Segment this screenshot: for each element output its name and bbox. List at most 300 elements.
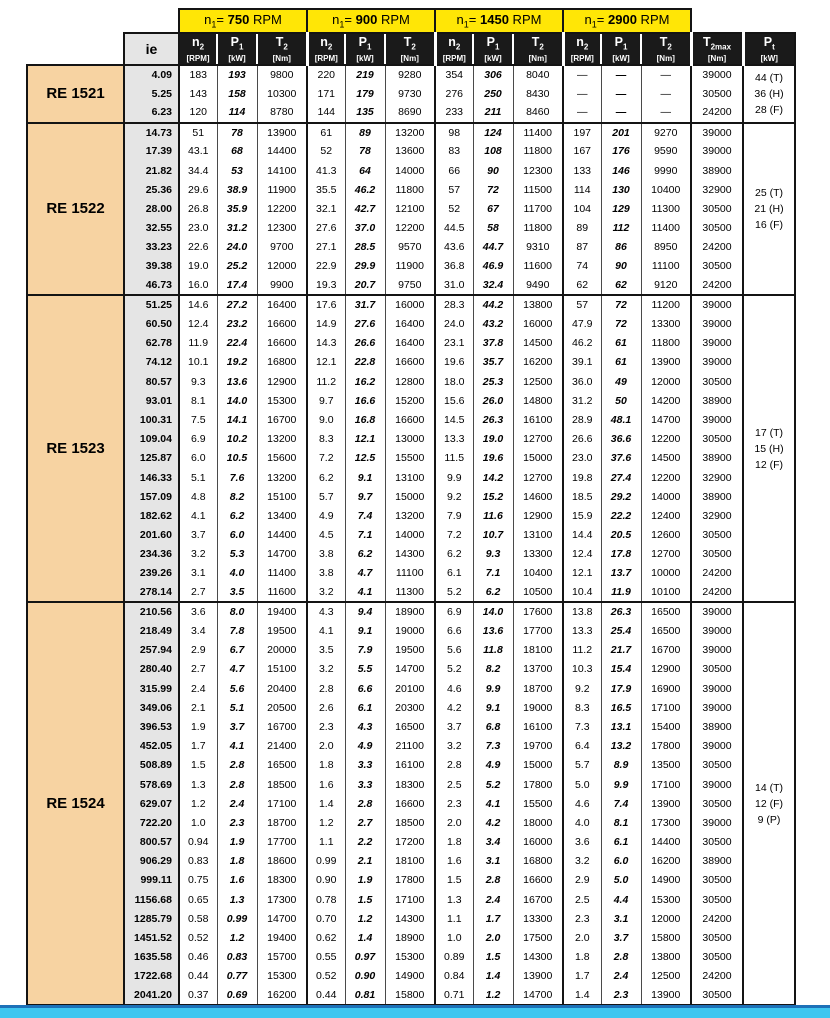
- t2-cell: 18600: [257, 852, 307, 871]
- t2-cell: 19000: [513, 698, 563, 717]
- t2max-cell: 30500: [691, 84, 743, 103]
- n2-cell: 0.52: [307, 967, 345, 986]
- p1-cell: 112: [601, 219, 641, 238]
- t2-cell: 14600: [513, 487, 563, 506]
- t2-cell: 11900: [257, 180, 307, 199]
- n2-cell: 15.9: [563, 506, 601, 525]
- p1-cell: 11.8: [473, 641, 513, 660]
- t2max-cell: 30500: [691, 219, 743, 238]
- ratio-cell: 60.50: [124, 314, 179, 333]
- t2-cell: 14500: [641, 449, 691, 468]
- p1-cell: 28.5: [345, 238, 385, 257]
- pt-line: 17 (T): [754, 426, 783, 439]
- p1-cell: 4.7: [345, 564, 385, 583]
- n2-cell: 4.6: [435, 679, 473, 698]
- p1-cell: 17.8: [601, 545, 641, 564]
- n2-cell: 0.84: [435, 967, 473, 986]
- column-unit: [kW]: [760, 54, 778, 64]
- n2-cell: 10.3: [563, 660, 601, 679]
- pt-line: 14 (T): [754, 781, 783, 794]
- n2-cell: 3.6: [563, 833, 601, 852]
- p1-cell: 27.2: [217, 295, 257, 314]
- p1-cell: 2.2: [345, 833, 385, 852]
- n2-cell: 167: [563, 142, 601, 161]
- t2-cell: 11800: [385, 180, 435, 199]
- n2-cell: 52: [307, 142, 345, 161]
- n2-cell: 4.0: [563, 813, 601, 832]
- table-row: [27, 219, 795, 238]
- p1-cell: 9.1: [345, 468, 385, 487]
- table-row: [27, 583, 795, 602]
- n2-cell: 2.1: [179, 698, 217, 717]
- t2-cell: 12700: [641, 545, 691, 564]
- p1-cell: 19.2: [217, 353, 257, 372]
- header-spacer: [27, 33, 124, 65]
- t2-cell: 13500: [641, 756, 691, 775]
- n2-cell: 98: [435, 123, 473, 142]
- t2max-cell: 39000: [691, 679, 743, 698]
- p1-cell: 4.3: [345, 717, 385, 736]
- n2-cell: 87: [563, 238, 601, 257]
- p1-cell: 4.1: [345, 583, 385, 602]
- p1-cell: 2.4: [601, 967, 641, 986]
- n2-cell: 0.46: [179, 948, 217, 967]
- table-row: [27, 967, 795, 986]
- p1-cell: 37.6: [601, 449, 641, 468]
- n2-cell: 2.5: [435, 775, 473, 794]
- n2-cell: 46.2: [563, 334, 601, 353]
- p1-cell: 135: [345, 103, 385, 122]
- column-header-p1: [473, 33, 513, 65]
- t2-cell: 16400: [385, 314, 435, 333]
- n2-cell: 5.6: [435, 641, 473, 660]
- n2-cell: 13.8: [563, 602, 601, 621]
- t2max-cell: 38900: [691, 717, 743, 736]
- table-row: [27, 621, 795, 640]
- table-row: [27, 65, 795, 84]
- p1-cell: 61: [601, 353, 641, 372]
- n2-cell: 1.8: [563, 948, 601, 967]
- p1-cell: 68: [217, 142, 257, 161]
- t2-cell: —: [641, 65, 691, 84]
- ratio-cell: 201.60: [124, 526, 179, 545]
- p1-cell: 8.9: [601, 756, 641, 775]
- t2-cell: 15000: [513, 756, 563, 775]
- p1-cell: 12.1: [345, 430, 385, 449]
- t2-cell: 9570: [385, 238, 435, 257]
- p1-cell: 23.2: [217, 314, 257, 333]
- p1-cell: 16.5: [601, 698, 641, 717]
- t2-cell: 18500: [385, 813, 435, 832]
- p1-cell: 2.8: [473, 871, 513, 890]
- p1-cell: 19.0: [473, 430, 513, 449]
- ratio-cell: 157.09: [124, 487, 179, 506]
- p1-cell: 2.3: [217, 813, 257, 832]
- table-row: [27, 794, 795, 813]
- column-symbol: $T_2$: [275, 34, 288, 52]
- p1-cell: —: [601, 103, 641, 122]
- p1-cell: 3.1: [601, 909, 641, 928]
- column-unit: [Nm]: [656, 54, 675, 64]
- t2-cell: 9750: [385, 276, 435, 295]
- n2-cell: 12.1: [307, 353, 345, 372]
- t2-cell: 16400: [385, 334, 435, 353]
- t2-cell: 16600: [257, 334, 307, 353]
- p1-cell: 4.1: [473, 794, 513, 813]
- t2-cell: 13600: [385, 142, 435, 161]
- n2-cell: 18.5: [563, 487, 601, 506]
- t2-cell: 9730: [385, 84, 435, 103]
- p1-cell: 25.2: [217, 257, 257, 276]
- p1-cell: 0.97: [345, 948, 385, 967]
- ratio-cell: 1722.68: [124, 967, 179, 986]
- p1-cell: 7.4: [601, 794, 641, 813]
- table-row: [27, 334, 795, 353]
- n2-cell: 1.8: [435, 833, 473, 852]
- ratio-cell: 74.12: [124, 353, 179, 372]
- p1-cell: 1.8: [217, 852, 257, 871]
- table-row: [27, 372, 795, 391]
- column-symbol: $n_2$: [191, 34, 205, 52]
- n2-cell: 2.3: [563, 909, 601, 928]
- p1-cell: 176: [601, 142, 641, 161]
- p1-cell: 3.1: [473, 852, 513, 871]
- t2-cell: 17800: [641, 737, 691, 756]
- p1-cell: 8.1: [601, 813, 641, 832]
- n2-cell: 23.0: [563, 449, 601, 468]
- n2-cell: 2.0: [435, 813, 473, 832]
- n2-cell: 3.8: [307, 564, 345, 583]
- rpm-header-row: [27, 9, 795, 33]
- n2-cell: 1.0: [179, 813, 217, 832]
- n2-cell: 0.52: [179, 928, 217, 947]
- pt-cell: [743, 123, 795, 296]
- t2-cell: —: [641, 84, 691, 103]
- pt-line: 12 (F): [754, 458, 783, 471]
- p1-cell: 16.8: [345, 410, 385, 429]
- n2-cell: 4.8: [179, 487, 217, 506]
- t2max-cell: 39000: [691, 142, 743, 161]
- t2-cell: 18300: [385, 775, 435, 794]
- t2-cell: 15400: [641, 717, 691, 736]
- n2-cell: 31.2: [563, 391, 601, 410]
- t2-cell: 16600: [385, 794, 435, 813]
- ratio-cell: 280.40: [124, 660, 179, 679]
- t2-cell: 18500: [257, 775, 307, 794]
- n2-cell: 10.1: [179, 353, 217, 372]
- t2-cell: 10400: [641, 180, 691, 199]
- t2max-cell: 39000: [691, 295, 743, 314]
- n2-cell: 0.71: [435, 986, 473, 1005]
- t2-cell: 19500: [257, 621, 307, 640]
- t2max-cell: 24200: [691, 564, 743, 583]
- t2-cell: 11400: [641, 219, 691, 238]
- table-row: [27, 506, 795, 525]
- n2-cell: 9.3: [179, 372, 217, 391]
- table-row: [27, 890, 795, 909]
- n2-cell: 0.55: [307, 948, 345, 967]
- t2max-cell: 24200: [691, 909, 743, 928]
- n2-cell: 0.37: [179, 986, 217, 1005]
- t2max-cell: 30500: [691, 372, 743, 391]
- t2-cell: —: [641, 103, 691, 122]
- column-unit: [RPM]: [442, 54, 466, 64]
- t2max-cell: 39000: [691, 698, 743, 717]
- p1-cell: 36.6: [601, 430, 641, 449]
- n2-cell: 114: [563, 180, 601, 199]
- n2-cell: 1.2: [307, 813, 345, 832]
- n2-cell: 7.3: [563, 717, 601, 736]
- table-row: [27, 199, 795, 218]
- p1-cell: 20.7: [345, 276, 385, 295]
- pt-line: 28 (F): [754, 103, 783, 116]
- table-row: [27, 180, 795, 199]
- t2-cell: 14400: [257, 142, 307, 161]
- t2-cell: 14300: [513, 948, 563, 967]
- p1-cell: 67: [473, 199, 513, 218]
- n2-cell: 2.7: [179, 583, 217, 602]
- t2-cell: 8430: [513, 84, 563, 103]
- n2-cell: 3.5: [307, 641, 345, 660]
- p1-cell: 62: [601, 276, 641, 295]
- ratio-cell: 1285.79: [124, 909, 179, 928]
- t2-cell: 12500: [641, 967, 691, 986]
- n2-cell: 26.8: [179, 199, 217, 218]
- p1-cell: 1.6: [217, 871, 257, 890]
- ratio-cell: 146.33: [124, 468, 179, 487]
- t2max-cell: 39000: [691, 775, 743, 794]
- n2-cell: 1.6: [307, 775, 345, 794]
- t2-cell: 16200: [513, 353, 563, 372]
- n2-cell: 12.4: [179, 314, 217, 333]
- p1-cell: 2.8: [345, 794, 385, 813]
- n2-cell: 3.2: [179, 545, 217, 564]
- p1-cell: 13.2: [601, 737, 641, 756]
- t2-cell: 9270: [641, 123, 691, 142]
- n2-cell: 2.0: [563, 928, 601, 947]
- p1-cell: 4.4: [601, 890, 641, 909]
- t2max-cell: 38900: [691, 161, 743, 180]
- p1-cell: 1.2: [473, 986, 513, 1005]
- t2-cell: 16800: [513, 852, 563, 871]
- n2-cell: 14.3: [307, 334, 345, 353]
- p1-cell: 15.2: [473, 487, 513, 506]
- t2-cell: 15200: [385, 391, 435, 410]
- n2-cell: 19.6: [435, 353, 473, 372]
- t2-cell: 17800: [513, 775, 563, 794]
- p1-cell: 3.3: [345, 756, 385, 775]
- n2-cell: 11.5: [435, 449, 473, 468]
- n2-cell: 2.3: [307, 717, 345, 736]
- t2-cell: 11800: [513, 219, 563, 238]
- ratio-cell: 508.89: [124, 756, 179, 775]
- p1-cell: 46.9: [473, 257, 513, 276]
- table-row: [27, 430, 795, 449]
- column-symbol: $T_2$: [403, 34, 416, 52]
- p1-cell: 5.6: [217, 679, 257, 698]
- column-symbol: $T_{2max}$: [702, 34, 732, 52]
- t2-cell: 16500: [257, 756, 307, 775]
- ratio-cell: 239.26: [124, 564, 179, 583]
- p1-cell: 1.7: [473, 909, 513, 928]
- n2-cell: 104: [563, 199, 601, 218]
- t2-cell: 16600: [385, 353, 435, 372]
- n2-cell: 89: [563, 219, 601, 238]
- column-unit: [RPM]: [570, 54, 594, 64]
- t2max-cell: 30500: [691, 660, 743, 679]
- n2-cell: 22.9: [307, 257, 345, 276]
- p1-cell: 53: [217, 161, 257, 180]
- n2-cell: 0.58: [179, 909, 217, 928]
- p1-cell: 130: [601, 180, 641, 199]
- n2-cell: 57: [563, 295, 601, 314]
- column-unit: [Nm]: [528, 54, 547, 64]
- ratio-cell: 109.04: [124, 430, 179, 449]
- n2-cell: 354: [435, 65, 473, 84]
- t2-cell: 15700: [257, 948, 307, 967]
- column-unit: [kW]: [612, 54, 630, 64]
- column-unit: [RPM]: [314, 54, 338, 64]
- t2-cell: 17700: [257, 833, 307, 852]
- n2-cell: 0.62: [307, 928, 345, 947]
- p1-cell: 46.2: [345, 180, 385, 199]
- p1-cell: 2.1: [345, 852, 385, 871]
- t2-cell: 11600: [257, 583, 307, 602]
- t2-cell: 15500: [513, 794, 563, 813]
- n2-cell: 7.2: [307, 449, 345, 468]
- n2-cell: 4.6: [563, 794, 601, 813]
- n2-cell: 5.2: [435, 583, 473, 602]
- t2max-cell: 39000: [691, 353, 743, 372]
- p1-cell: 11.6: [473, 506, 513, 525]
- t2-cell: 9800: [257, 65, 307, 84]
- p1-cell: 0.83: [217, 948, 257, 967]
- t2-cell: 15100: [257, 660, 307, 679]
- n2-cell: 6.2: [307, 468, 345, 487]
- n2-cell: 9.2: [563, 679, 601, 698]
- p1-cell: 64: [345, 161, 385, 180]
- column-unit: [RPM]: [186, 54, 210, 64]
- n2-cell: 2.9: [563, 871, 601, 890]
- t2-cell: 10500: [513, 583, 563, 602]
- table-row: [27, 679, 795, 698]
- t2-cell: 14300: [385, 545, 435, 564]
- table-row: [27, 928, 795, 947]
- t2-cell: 16800: [257, 353, 307, 372]
- ratio-cell: 25.36: [124, 180, 179, 199]
- rpm-group-header: $n_1= 900$ RPM: [307, 9, 435, 33]
- t2-cell: 15000: [513, 449, 563, 468]
- p1-cell: 146: [601, 161, 641, 180]
- column-header-pt: [743, 33, 795, 65]
- t2-cell: 17100: [641, 698, 691, 717]
- p1-cell: 3.7: [217, 717, 257, 736]
- t2-cell: 16100: [513, 410, 563, 429]
- t2-cell: 16100: [385, 756, 435, 775]
- n2-cell: 0.70: [307, 909, 345, 928]
- n2-cell: 3.2: [435, 737, 473, 756]
- column-unit: [Nm]: [400, 54, 419, 64]
- n2-cell: 5.2: [435, 660, 473, 679]
- t2max-cell: 30500: [691, 948, 743, 967]
- t2-cell: 8950: [641, 238, 691, 257]
- p1-cell: 20.5: [601, 526, 641, 545]
- t2-cell: 13200: [385, 123, 435, 142]
- ratio-cell: 2041.20: [124, 986, 179, 1005]
- column-header-n2: [563, 33, 601, 65]
- p1-cell: —: [601, 65, 641, 84]
- p1-cell: 1.2: [217, 928, 257, 947]
- n2-cell: 3.6: [179, 602, 217, 621]
- p1-cell: 6.2: [473, 583, 513, 602]
- p1-cell: 90: [473, 161, 513, 180]
- ratio-cell: 800.57: [124, 833, 179, 852]
- table-row: [27, 314, 795, 333]
- t2max-cell: 39000: [691, 602, 743, 621]
- n2-cell: 4.1: [179, 506, 217, 525]
- n2-cell: 0.89: [435, 948, 473, 967]
- n2-cell: 133: [563, 161, 601, 180]
- t2-cell: 14200: [641, 391, 691, 410]
- ratio-cell: 315.99: [124, 679, 179, 698]
- p1-cell: 8.0: [217, 602, 257, 621]
- n2-cell: 1.7: [563, 967, 601, 986]
- p1-cell: 10.2: [217, 430, 257, 449]
- column-header-p1: [345, 33, 385, 65]
- n2-cell: 74: [563, 257, 601, 276]
- p1-cell: 17.4: [217, 276, 257, 295]
- p1-cell: 26.3: [601, 602, 641, 621]
- p1-cell: 4.9: [473, 756, 513, 775]
- p1-cell: 72: [601, 295, 641, 314]
- t2-cell: 13200: [257, 430, 307, 449]
- n2-cell: 83: [435, 142, 473, 161]
- p1-cell: 201: [601, 123, 641, 142]
- p1-cell: 72: [601, 314, 641, 333]
- t2-cell: 14400: [641, 833, 691, 852]
- t2-cell: 12700: [513, 468, 563, 487]
- n2-cell: 233: [435, 103, 473, 122]
- ratio-cell: 21.82: [124, 161, 179, 180]
- t2-cell: 11300: [641, 199, 691, 218]
- n2-cell: 13.3: [435, 430, 473, 449]
- ratio-cell: 218.49: [124, 621, 179, 640]
- n2-cell: 0.94: [179, 833, 217, 852]
- p1-cell: 4.7: [217, 660, 257, 679]
- n2-cell: 13.3: [563, 621, 601, 640]
- ratio-cell: 62.78: [124, 334, 179, 353]
- ratio-cell: 39.38: [124, 257, 179, 276]
- t2-cell: 18300: [257, 871, 307, 890]
- table-row: [27, 909, 795, 928]
- p1-cell: 61: [601, 334, 641, 353]
- p1-cell: 179: [345, 84, 385, 103]
- n2-cell: 0.90: [307, 871, 345, 890]
- n2-cell: 8.3: [307, 430, 345, 449]
- t2-cell: 14900: [385, 967, 435, 986]
- ratio-cell: 32.55: [124, 219, 179, 238]
- pt-line: 12 (F): [754, 797, 783, 810]
- t2-cell: 19400: [257, 928, 307, 947]
- n2-cell: 35.5: [307, 180, 345, 199]
- n2-cell: 5.7: [307, 487, 345, 506]
- table-row: [27, 986, 795, 1005]
- p1-cell: 2.8: [217, 756, 257, 775]
- t2max-cell: 38900: [691, 449, 743, 468]
- p1-cell: 26.0: [473, 391, 513, 410]
- t2-cell: 11800: [513, 142, 563, 161]
- p1-cell: 15.4: [601, 660, 641, 679]
